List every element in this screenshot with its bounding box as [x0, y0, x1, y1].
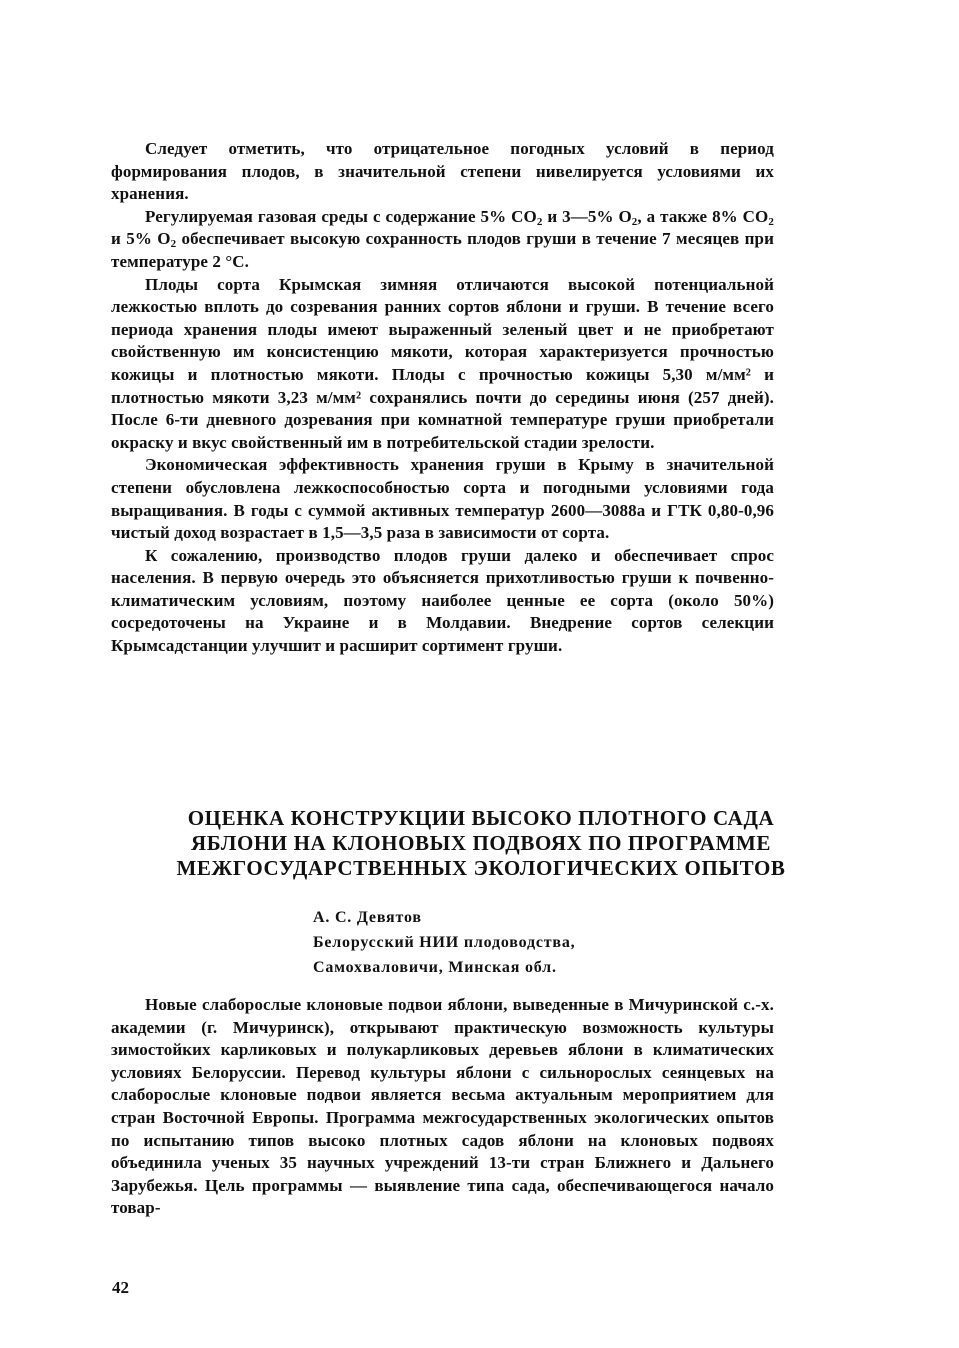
- author-name: А. С. Девятов: [313, 909, 422, 926]
- paragraph-economic-efficiency: Экономическая эффективность хранения груши в Крыму в значительной степени обусловлена лежкоспособностью сорта и погодными условиями года выращивания. В годы с суммой активных температур 2600—3088а и ГТК 0,80-0,96 чистый доход возрастает в 1,5—3,5 раза в зависимости от сорта.: [111, 455, 774, 543]
- heading-line-1: ОЦЕНКА КОНСТРУКЦИИ ВЫСОКО ПЛОТНОГО САДА: [187, 806, 775, 830]
- author-institution: Белорусский НИИ плодоводства,: [313, 934, 576, 951]
- page-number: 42: [112, 1278, 129, 1297]
- article-heading: [111, 806, 851, 881]
- author-location: Самохваловичи, Минская обл.: [313, 959, 557, 976]
- top-text-block: [111, 138, 774, 658]
- paragraph-storage-conditions: Следует отметить, что отрицательное погодных условий в период формирования плодов, в значительной степени нивелируется условиями их хранения.: [111, 139, 774, 204]
- paragraph-production-regret: К сожалению, производство плодов груши далеко и обеспечивает спрос населения. В первую очередь это объясняется прихотливостью груши к почвенно-климатическим условиям, поэтому наиболее ценные ее сорта (около 50%) сосредоточены на Украине и в Молдавии. Внедрение сортов селекции Крымсадстанции улучшит и расширит сортимент груши.: [111, 545, 774, 656]
- author-block: [313, 905, 733, 980]
- paragraph-crimean-winter-variety: Плоды сорта Крымская зимняя отличаются высокой потенциальной лежкостью вплоть до созревания ранних сортов яблони и груши. В течение всего периода хранения плоды имеют выраженный зеленый цвет и не приобретают свойственную им консистенцию мякоти, которая характеризуется прочностью кожицы и плотностью мякоти. Плоды с прочностью кожицы 5,30 м/мм² и плотностью мякоти 3,23 м/мм² сохранялись почти до середины июня (257 дней). После 6-ти дневного дозревания при комнатной температуре груши приобретали окраску и вкус свойственный им в потребительской стадии зрелости.: [111, 274, 774, 452]
- paragraph-gas-environment: Регулируемая газовая среды с содержание 5% $CO_2$ и 3—5% $O_2$, а также 8% $CO_2$ и 5% $O_2$ обеспечивает высокую сохранность плодов груши в течение 7 месяцев при температуре 2 °С.: [111, 206, 775, 271]
- heading-line-3: МЕЖГОСУДАРСТВЕННЫХ ЭКОЛОГИЧЕСКИХ ОПЫТОВ: [176, 856, 786, 880]
- heading-line-2: ЯБЛОНИ НА КЛОНОВЫХ ПОДВОЯХ ПО ПРОГРАММЕ: [190, 831, 772, 855]
- bottom-text-block: [111, 994, 774, 1220]
- paragraph-clonal-rootstocks: Новые слаборослые клоновые подвои яблони, выведенные в Мичуринской с.-х. академии (г. Мичуринск), открывают практическую возможность культуры зимостойких карликовых и полукарликовых деревьев яблони в климатических условиях Белоруссии. Перевод культуры яблони с сильнорослых сеянцевых на слаборослые клоновые подвои является весьма актуальным мероприятием для стран Восточной Европы. Программа межгосударственных экологических опытов по испытанию типов высоко плотных садов яблони на клоновых подвоях объединила ученых 35 научных учреждений 13-ти стран Ближнего и Дальнего Зарубежья. Цель программы — выявление типа сада, обеспечивающегося начало товар-: [111, 995, 774, 1218]
